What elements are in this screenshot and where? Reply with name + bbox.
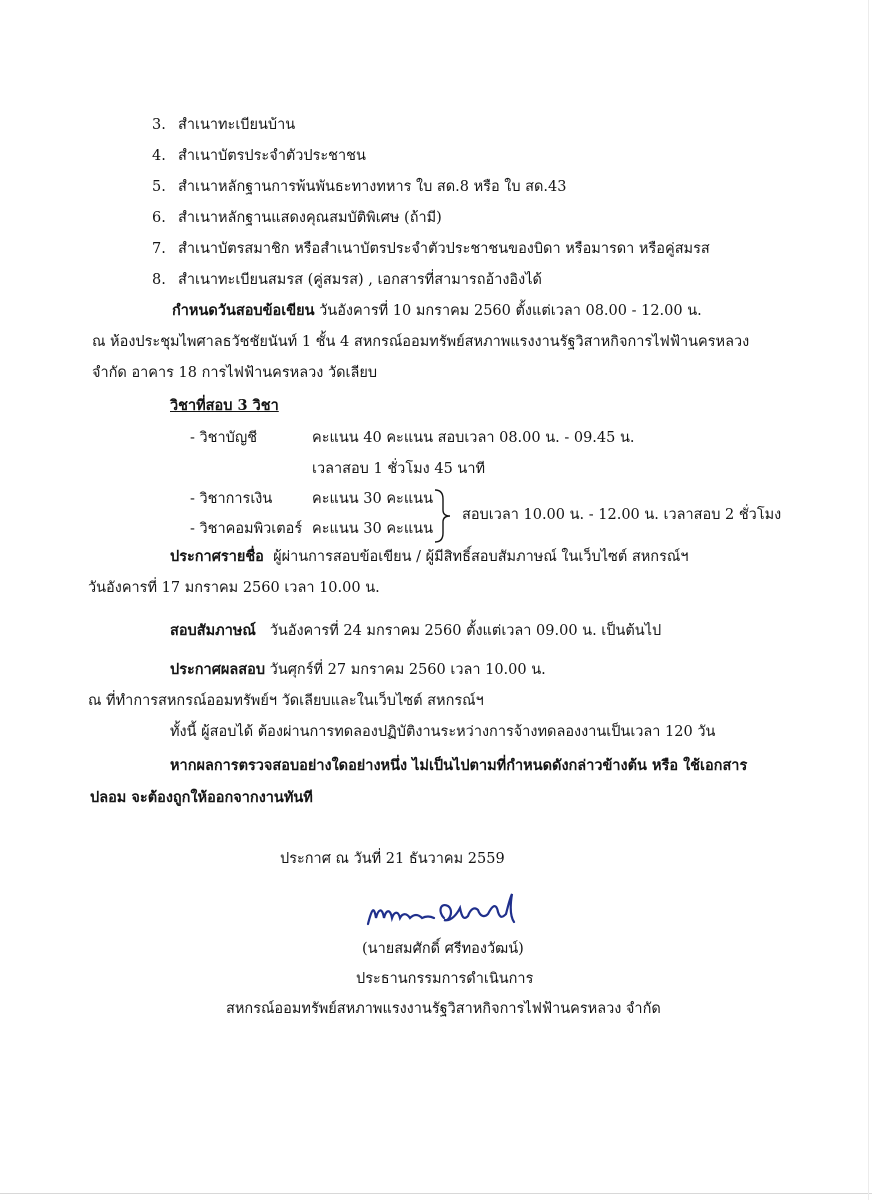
list-number: 6. xyxy=(152,210,166,226)
list-number: 8. xyxy=(152,272,166,288)
subject-accounting-duration: เวลาสอบ 1 ชั่วโมง 45 นาที xyxy=(312,461,486,477)
list-item-text: สำเนาบัตรประจำตัวประชาชน xyxy=(178,148,366,164)
written-exam-label: กำหนดวันสอบข้อเขียน xyxy=(172,302,315,319)
page-edge-right xyxy=(868,0,869,1200)
list-item-text: สำเนาทะเบียนบ้าน xyxy=(178,117,296,133)
exam-place-line2: จำกัด อาคาร 18 การไฟฟ้านครหลวง วัดเลียบ xyxy=(92,365,378,381)
results-line xyxy=(170,663,546,678)
list-number: 5. xyxy=(152,179,166,195)
results-date: วันศุกร์ที่ 27 มกราคม 2560 เวลา 10.00 น. xyxy=(269,662,546,678)
page-edge-bottom xyxy=(0,1193,872,1194)
interview-date: วันอังคารที่ 24 มกราคม 2560 ตั้งแต่เวลา 09.00 น. เป็นต้นไป xyxy=(269,623,662,639)
results-place: ณ ที่ทำการสหกรณ์ออมทรัพย์ฯ วัดเลียบและในเว็บไซต์ สหกรณ์ฯ xyxy=(88,693,484,709)
results-label: ประกาศผลสอบ xyxy=(170,661,266,678)
subject-computer: - วิชาคอมพิวเตอร์ xyxy=(190,521,303,537)
announce-names-text: ผู้ผ่านการสอบข้อเขียน / ผู้มีสิทธิ์สอบสัมภาษณ์ ในเว็บไซต์ สหกรณ์ฯ xyxy=(273,549,689,565)
list-item-text: สำเนาบัตรสมาชิก หรือสำเนาบัตรประจำตัวประชาชนของบิดา หรือมารดา หรือคู่สมรส xyxy=(178,241,710,257)
written-exam-date: วันอังคารที่ 10 มกราคม 2560 ตั้งแต่เวลา 08.00 - 12.00 น. xyxy=(319,303,702,319)
list-number: 4. xyxy=(152,148,166,164)
warning-line1: หากผลการตรวจสอบอย่างใดอย่างหนึ่ง ไม่เป็นไปตามที่กำหนดดังกล่าวข้างต้น หรือ ใช้เอกสาร xyxy=(170,757,748,774)
announcement-date: ประกาศ ณ วันที่ 21 ธันวาคม 2559 xyxy=(280,851,505,867)
subjects-title: วิชาที่สอบ 3 วิชา xyxy=(170,397,279,414)
interview-label: สอบสัมภาษณ์ xyxy=(170,622,256,639)
subject-accounting: - วิชาบัญชี xyxy=(190,430,258,446)
signature-image xyxy=(360,888,530,938)
list-number: 3. xyxy=(152,117,166,133)
signer-organization: สหกรณ์ออมทรัพย์สหภาพแรงงานรัฐวิสาหกิจการไฟฟ้านครหลวง จำกัด xyxy=(226,1001,661,1017)
interview-line xyxy=(170,624,661,639)
list-item-text: สำเนาทะเบียนสมรส (คู่สมรส) , เอกสารที่สามารถอ้างอิงได้ xyxy=(178,272,542,288)
written-exam-line xyxy=(172,304,702,319)
shared-exam-time: สอบเวลา 10.00 น. - 12.00 น. เวลาสอบ 2 ชั่วโมง xyxy=(462,507,782,523)
subject-finance: - วิชาการเงิน xyxy=(190,491,273,507)
announce-names-date: วันอังคารที่ 17 มกราคม 2560 เวลา 10.00 น. xyxy=(88,580,380,596)
announce-names-line xyxy=(170,550,688,565)
subject-finance-score: คะแนน 30 คะแนน xyxy=(312,491,433,507)
signer-position: ประธานกรรมการดำเนินการ xyxy=(356,971,534,987)
warning-line2: ปลอม จะต้องถูกให้ออกจากงานทันที xyxy=(90,789,313,806)
curly-brace xyxy=(432,488,454,544)
subject-accounting-score: คะแนน 40 คะแนน สอบเวลา 08.00 น. - 09.45 น. xyxy=(312,430,635,446)
exam-place-line1: ณ ห้องประชุมไพศาลธวัชชัยนันท์ 1 ชั้น 4 สหกรณ์ออมทรัพย์สหภาพแรงงานรัฐวิสาหกิจการไฟฟ้านครหลวง xyxy=(92,334,750,350)
list-item-text: สำเนาหลักฐานการพ้นพันธะทางทหาร ใบ สด.8 หรือ ใบ สด.43 xyxy=(178,179,567,195)
signer-name: (นายสมศักดิ์ ศรีทองวัฒน์) xyxy=(362,941,524,957)
list-number: 7. xyxy=(152,241,166,257)
subject-computer-score: คะแนน 30 คะแนน xyxy=(312,521,433,537)
announce-names-label: ประกาศรายชื่อ xyxy=(170,548,264,565)
list-item-text: สำเนาหลักฐานแสดงคุณสมบัติพิเศษ (ถ้ามี) xyxy=(178,210,442,226)
probation-note: ทั้งนี้ ผู้สอบได้ ต้องผ่านการทดลองปฏิบัติงานระหว่างการจ้างทดลองงานเป็นเวลา 120 วัน xyxy=(170,724,716,740)
